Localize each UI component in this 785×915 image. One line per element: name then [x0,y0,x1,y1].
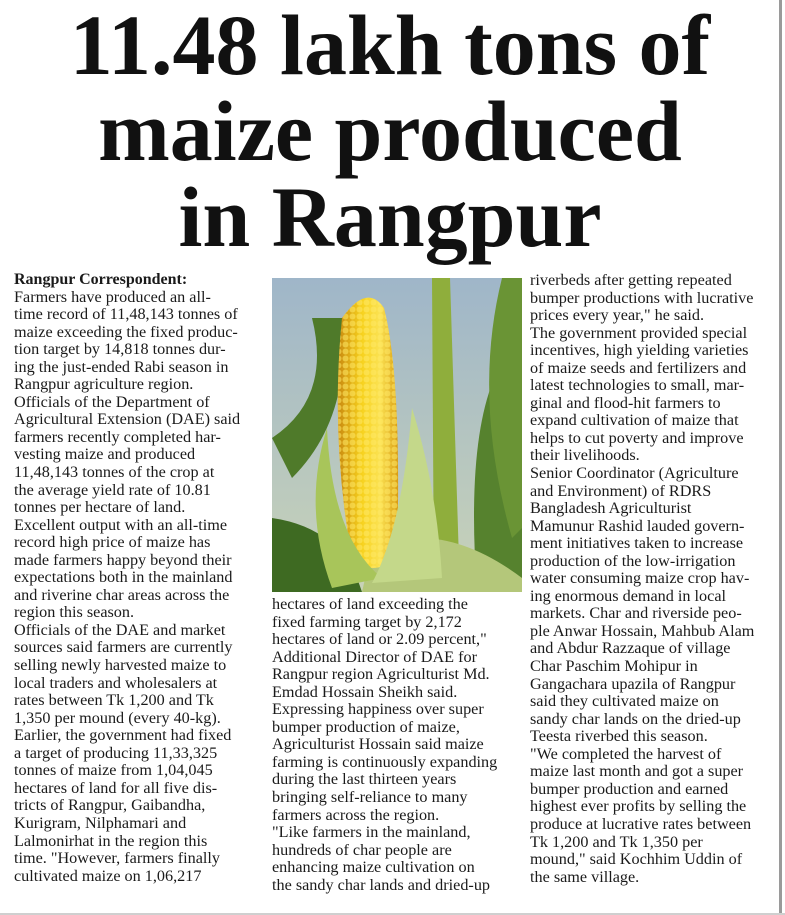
article-column-3 [530,272,776,886]
article-text-line: bumper production of maize, [272,717,460,736]
article-text-line: Lalmonirhat in the region this [14,831,208,850]
article-text-line: hundreds of char people are [272,840,452,859]
article-text-line: incentives, high yielding varieties [530,341,749,360]
article-text-line: vesting maize and produced [14,445,196,464]
article-text-line: and Environment) of RDRS [530,481,712,500]
article-text-line: time record of 11,48,143 tonnes of [14,305,238,324]
article-text-line: The government provided special [530,323,748,342]
article-text-line: ment initiatives taken to increase [530,534,744,553]
article-text-line: selling newly harvested maize to [14,656,227,675]
article-text-line: Agriculturist Hossain said maize [272,735,484,754]
article-text-line: tricts of Rangpur, Gaibandha, [14,796,206,815]
article-text-line: the sandy char lands and dried-up [272,875,491,894]
article-text-line: Tk 1,200 and Tk 1,350 per [530,832,703,851]
article-text-line: farmers across the region. [272,805,440,824]
article-text-line: maize exceeding the fixed produc- [14,322,238,341]
article-column-2 [272,596,522,894]
article-text-line: tion target by 14,818 tonnes dur- [14,340,226,359]
article-text-line: Additional Director of DAE for [272,647,477,666]
article-text-line: Gangachara upazila of Rangpur [530,674,736,693]
article-text-line: bringing self-reliance to many [272,788,468,807]
article-text-line: Officials of the Department of [14,392,210,411]
article-text-line: highest ever profits by selling the [530,797,747,816]
article-text-line: hectares of land for all five dis- [14,778,218,797]
article-text-line: Expressing happiness over super [272,700,484,719]
headline-line: 11.48 lakh tons of [69,0,711,93]
article-text-line: enhancing maize cultivation on [272,858,475,877]
article-text-line: time. "However, farmers finally [14,849,220,868]
article-text-line: the average yield rate of 10.81 [14,480,211,499]
article-text-line: Agricultural Extension (DAE) said [14,410,241,429]
article-text-line: and riverine char areas across the [14,585,230,604]
article-text-line: Teesta riverbed this season. [530,727,708,746]
headline-line: maize produced [98,83,682,179]
article-text-line: Earlier, the government had fixed [14,726,232,745]
article-text-line: bumper production and earned [530,779,729,798]
article-text-line: bumper productions with lucrative [530,288,754,307]
article-text-line: expectations both in the mainland [14,568,233,587]
article-text-line: mound," said Kochhim Uddin of [530,850,743,869]
headline-line: in Rangpur [178,169,602,265]
article-text-line: their livelihoods. [530,446,640,465]
article-text-line: Rangpur region Agriculturist Md. [272,665,490,684]
article-text-line: Kurigram, Nilphamari and [14,813,187,832]
article-text-line: a target of producing 11,33,325 [14,743,218,762]
article-text-line: helps to cut poverty and improve [530,428,744,447]
article-text-line: the same village. [530,867,640,886]
article-text-line: maize last month and got a super [530,762,744,781]
article-text-line: prices every year," he said. [530,306,705,325]
article-text-line: Rangpur agriculture region. [14,375,194,394]
article-text-line: 1,350 per mound (every 40-kg). [14,708,221,727]
article-text-line: Excellent output with an all-time [14,515,228,534]
article-text-line: farmers recently completed har- [14,427,221,446]
article-text-line: sandy char lands on the dried-up [530,709,741,728]
article-text-line: latest technologies to small, mar- [530,376,745,395]
article-text-line: riverbeds after getting repeated [530,271,732,289]
article-text-line: 11,48,143 tonnes of the crop at [14,463,215,482]
article-text-line: local traders and wholesalers at [14,673,218,692]
article-text-line: farming is continuously expanding [272,752,498,771]
article-text-line: markets. Char and riverside peo- [530,604,742,623]
article-text-line: sources said farmers are currently [14,638,233,657]
article-text-line: ple Anwar Hossain, Mahbub Alam [530,621,755,640]
article-text-line: "Like farmers in the mainland, [272,823,471,842]
article-text-line: during the last thirteen years [272,770,457,789]
article-text-line: expand cultivation of maize that [530,411,739,430]
article-text-line: cultivated maize on 1,06,217 [14,866,202,885]
article-text-line: hectares of land or 2.09 percent," [272,630,487,649]
article-text-line: record high price of maize has [14,533,211,552]
article-text-line: Farmers have produced an all- [14,287,211,306]
article-text-line: of maize seeds and fertilizers and [530,358,747,377]
article-text-line: and Abdur Razzaque of village [530,639,731,658]
article-text-line: water consuming maize crop hav- [530,569,750,588]
article-text-line: Bangladesh Agriculturist [530,499,692,518]
article-text-line: region this season. [14,603,135,622]
headline [0,0,780,265]
article-text-line: Char Paschim Mohipur in [530,657,698,676]
byline: Rangpur Correspondent: [14,271,188,288]
article-text-line: made farmers happy beyond their [14,550,232,569]
article-text-line: fixed farming target by 2,172 [272,612,462,631]
corn-cob-photo [272,278,522,592]
article-text-line: Mamunur Rashid lauded govern- [530,516,745,535]
article-text-line: Emdad Hossain Sheikh said. [272,682,458,701]
article-text-line: tonnes per hectare of land. [14,498,186,517]
article-text-line: tonnes of maize from 1,04,045 [14,761,213,780]
article-text-line: rates between Tk 1,200 and Tk [14,691,214,710]
article-column-1 [14,271,264,885]
article-text-line: "We completed the harvest of [530,744,722,763]
article-text-line: ing the just-ended Rabi season in [14,357,229,376]
article-text-line: hectares of land exceeding the [272,595,468,613]
article-text-line: Officials of the DAE and market [14,620,226,639]
article-text-line: Senior Coordinator (Agriculture [530,464,739,483]
article-text-line: production of the low-irrigation [530,551,736,570]
article-text-line: produce at lucrative rates between [530,814,752,833]
article-text-line: ginal and flood-hit farmers to [530,393,721,412]
article-text-line: said they cultivated maize on [530,692,719,711]
article-text-line: ing enormous demand in local [530,586,727,605]
